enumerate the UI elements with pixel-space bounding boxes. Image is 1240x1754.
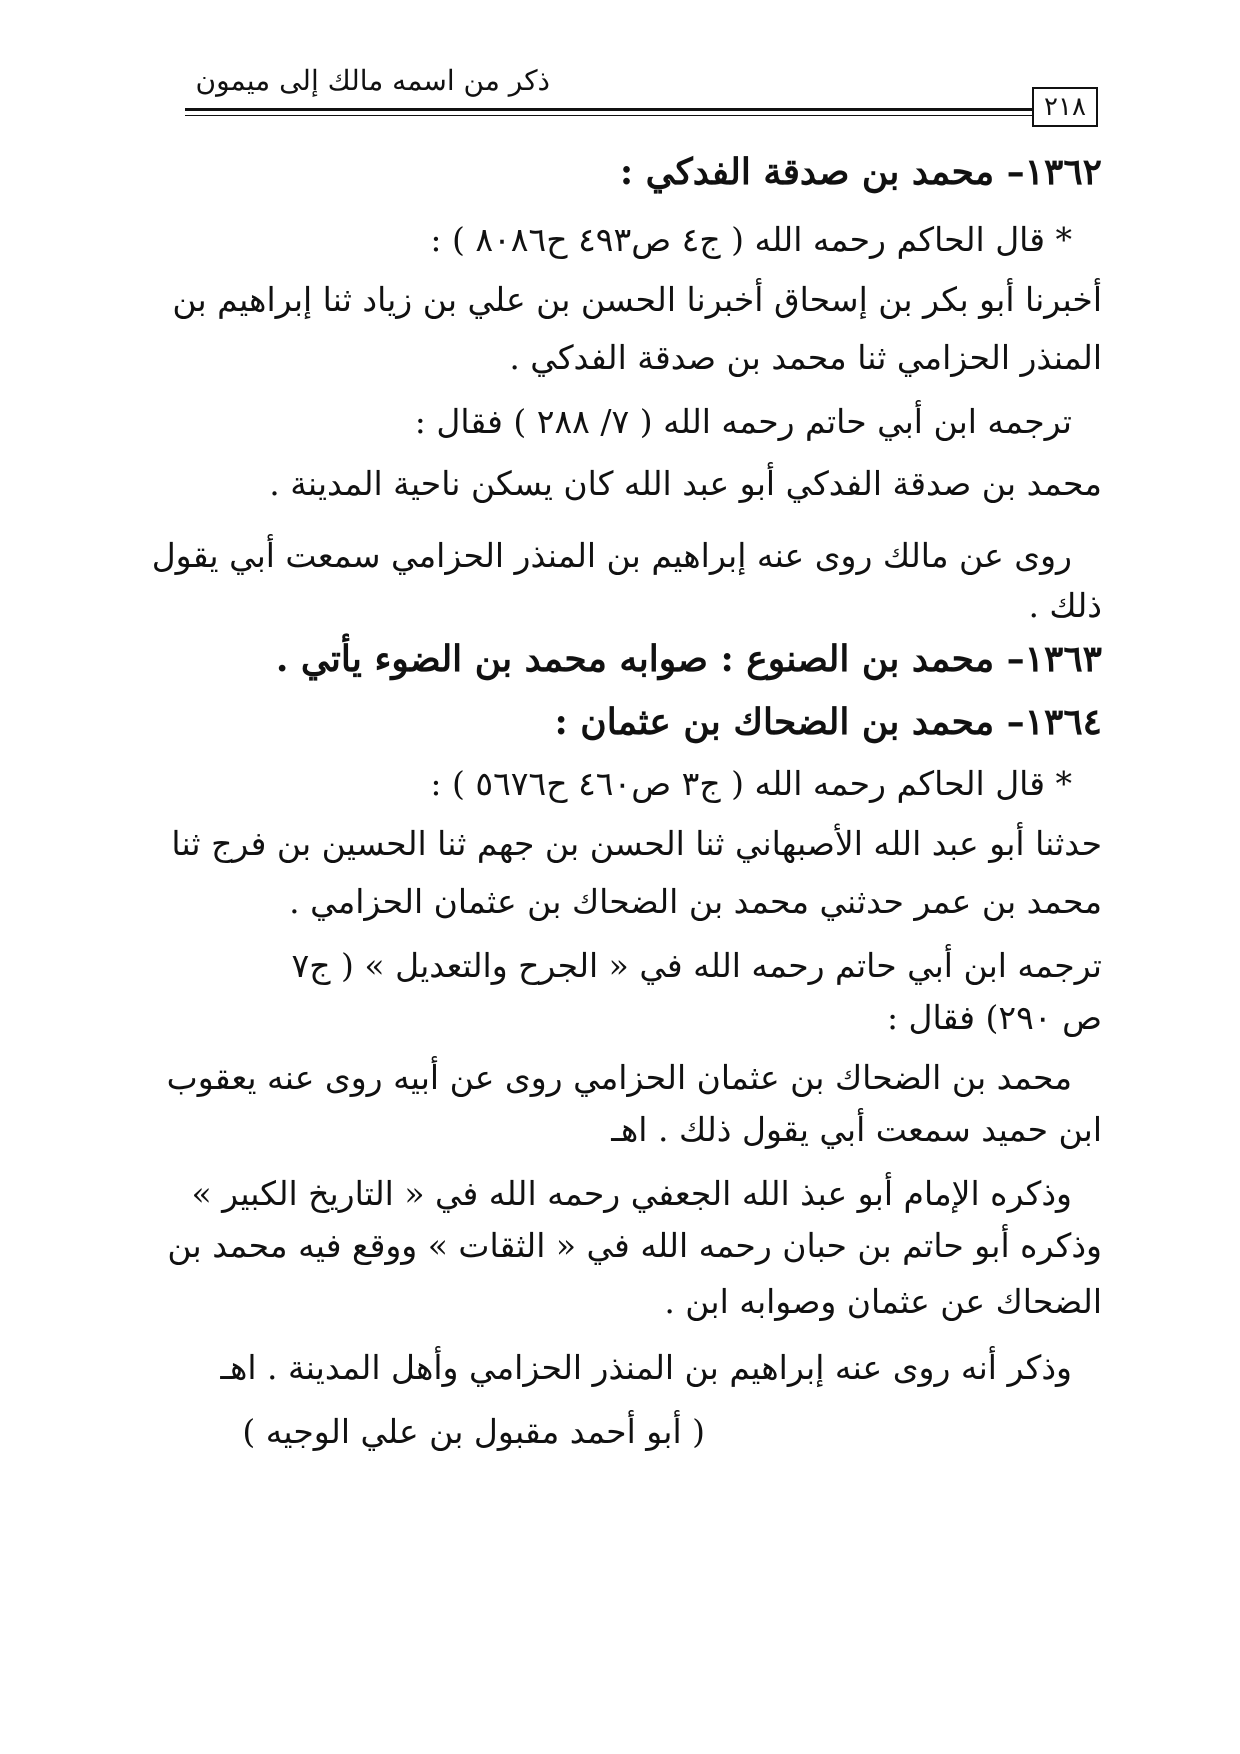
source-citation: * قال الحاكم رحمه الله ( ج٣ ص٤٦٠ ح٥٦٧٦ ) : — [430, 764, 1072, 803]
paragraph-line: وذكره أبو حاتم بن حبان رحمه الله في « الثقات » ووقع فيه محمد بن — [167, 1226, 1102, 1265]
paragraph-line: محمد بن الضحاك بن عثمان الحزامي روى عن أبيه روى عنه يعقوب — [166, 1058, 1072, 1097]
paragraph-line: محمد بن صدقة الفدكي أبو عبد الله كان يسكن ناحية المدينة . — [269, 464, 1102, 503]
paragraph-line: أخبرنا أبو بكر بن إسحاق أخبرنا الحسن بن علي بن زياد ثنا إبراهيم بن — [172, 280, 1102, 319]
paragraph-line: الضحاك عن عثمان وصوابه ابن . — [664, 1282, 1102, 1321]
source-citation: * قال الحاكم رحمه الله ( ج٤ ص٤٩٣ ح٨٠٨٦ ) : — [430, 220, 1072, 259]
paragraph-line: محمد بن عمر حدثني محمد بن الضحاك بن عثمان الحزامي . — [289, 882, 1102, 921]
running-header-title: ذكر من اسمه مالك إلى ميمون — [195, 64, 550, 97]
paragraph-line: ترجمه ابن أبي حاتم رحمه الله ( ٧/ ٢٨٨ ) فقال : — [414, 402, 1072, 441]
paragraph-line: وذكره الإمام أبو عبذ الله الجعفي رحمه الله في « التاريخ الكبير » — [191, 1174, 1072, 1213]
entry-heading-1362: ١٣٦٢– محمد بن صدقة الفدكي : — [619, 151, 1102, 193]
paragraph-line: حدثنا أبو عبد الله الأصبهاني ثنا الحسن بن جهم ثنا الحسين بن فرج ثنا — [171, 824, 1102, 863]
entry-heading-1363: ١٣٦٣– محمد بن الصنوع : صوابه محمد بن الضوء يأتي . — [275, 638, 1102, 680]
paragraph-line: ص ٢٩٠) فقال : — [886, 998, 1102, 1037]
paragraph-line: ترجمه ابن أبي حاتم رحمه الله في « الجرح والتعديل » ( ج٧ — [291, 946, 1102, 985]
paragraph-line: المنذر الحزامي ثنا محمد بن صدقة الفدكي . — [509, 338, 1102, 377]
header-rule-thick — [185, 108, 1032, 111]
paragraph-line: روى عن مالك روى عنه إبراهيم بن المنذر الحزامي سمعت أبي يقول — [151, 536, 1072, 575]
page-number: ٢١٨ — [1032, 87, 1098, 127]
author-signature: ( أبو أحمد مقبول بن علي الوجيه ) — [242, 1412, 705, 1451]
header-rule-thin — [185, 115, 1032, 116]
paragraph-line: وذكر أنه روى عنه إبراهيم بن المنذر الحزامي وأهل المدينة . اهـ — [220, 1348, 1072, 1387]
entry-heading-1364: ١٣٦٤– محمد بن الضحاك بن عثمان : — [554, 701, 1102, 743]
paragraph-line: ذلك . — [1028, 586, 1102, 625]
paragraph-line: ابن حميد سمعت أبي يقول ذلك . اهـ — [611, 1110, 1102, 1149]
